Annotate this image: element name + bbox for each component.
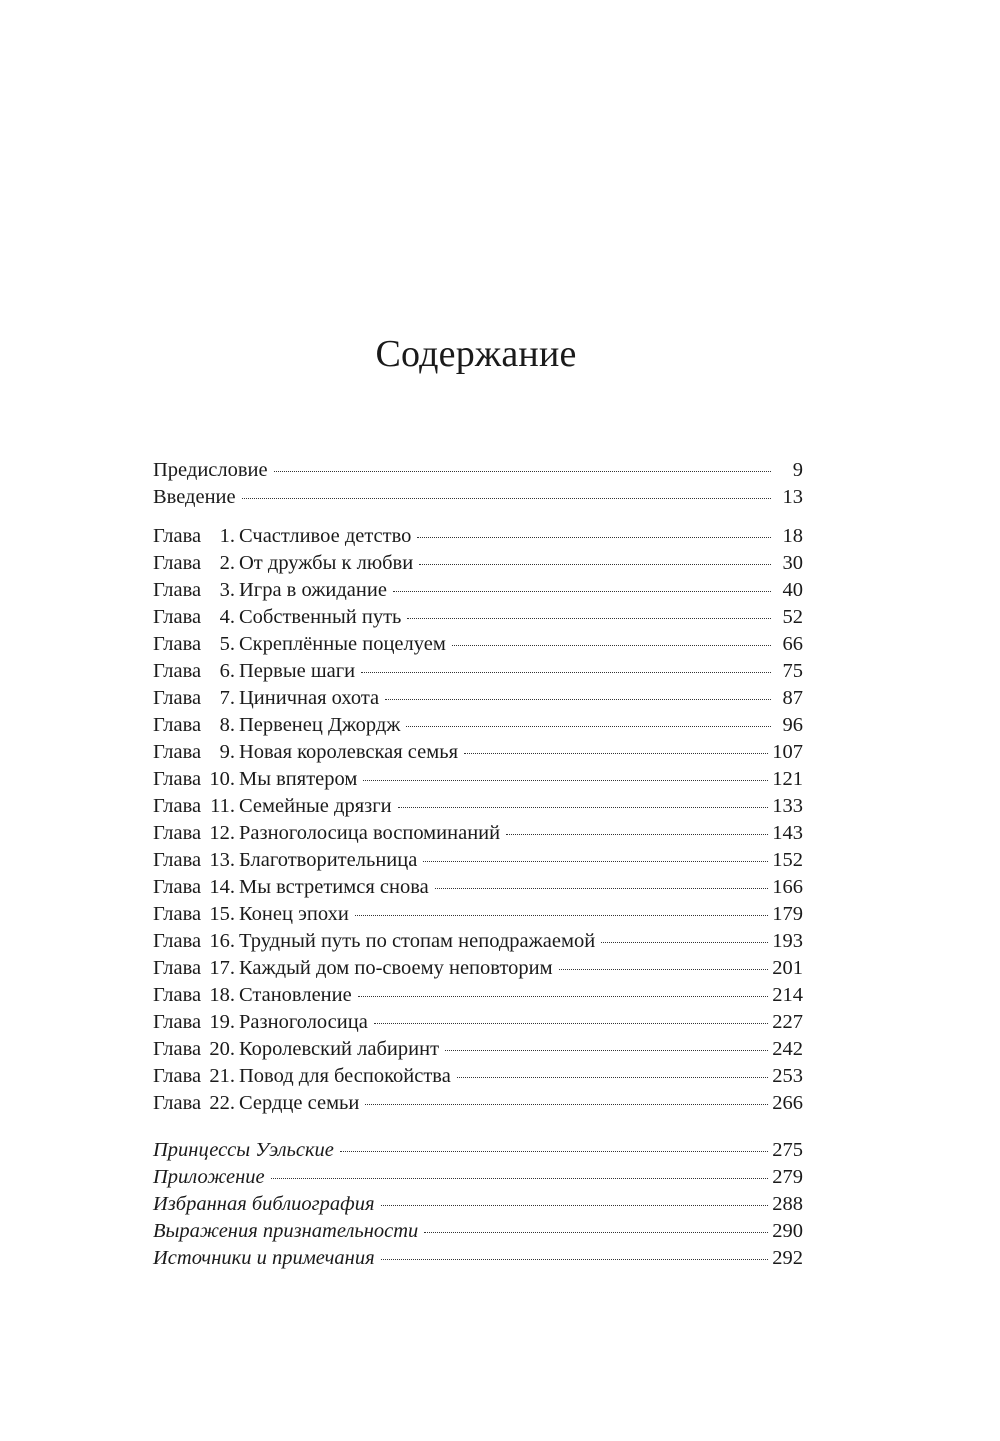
toc-entry	[153, 457, 803, 484]
chapter-number: 4.	[219, 606, 235, 628]
chapter-number: 20.	[209, 1038, 235, 1060]
chapter-prefix: Глава	[153, 984, 202, 1006]
entry-title: Выражения признательности	[153, 1220, 419, 1242]
dot-leader	[393, 591, 771, 592]
page-number: 52	[782, 606, 803, 628]
chapter-number: 21.	[209, 1065, 235, 1087]
toc-entry	[153, 901, 803, 928]
chapter-number: 1.	[219, 525, 235, 547]
page-number: 179	[772, 903, 803, 925]
chapter-title: Королевский лабиринт	[239, 1038, 440, 1060]
page-number: 107	[772, 741, 803, 763]
chapter-title: Счастливое детство	[239, 525, 412, 547]
toc-entry	[153, 766, 803, 793]
dot-leader	[435, 888, 769, 889]
chapter-title: Семейные дрязги	[239, 795, 392, 817]
page-number: 75	[782, 660, 803, 682]
chapter-number: 17.	[209, 957, 235, 979]
entry-title: Приложение	[153, 1166, 265, 1188]
chapter-title: Сердце семьи	[239, 1092, 360, 1114]
dot-leader	[381, 1259, 769, 1260]
dot-leader	[424, 1232, 768, 1233]
page-number: 201	[772, 957, 803, 979]
toc-entry	[153, 1245, 803, 1272]
toc-entry	[153, 955, 803, 982]
toc-entry	[153, 793, 803, 820]
dot-leader	[423, 861, 768, 862]
chapter-prefix: Глава	[153, 525, 202, 547]
chapter-number: 8.	[219, 714, 235, 736]
chapter-number: 5.	[219, 633, 235, 655]
dot-leader	[445, 1050, 768, 1051]
entry-title: Источники и примечания	[153, 1247, 375, 1269]
toc-entry	[153, 1218, 803, 1245]
chapter-prefix: Глава	[153, 579, 202, 601]
chapter-title: Разноголосица	[239, 1011, 368, 1033]
chapter-number: 16.	[209, 930, 235, 952]
toc-entry	[153, 1191, 803, 1218]
dot-leader	[559, 969, 769, 970]
dot-leader	[355, 915, 768, 916]
toc-entry	[153, 1036, 803, 1063]
entry-title: Предисловие	[153, 459, 268, 481]
page-number: 166	[772, 876, 803, 898]
chapter-prefix: Глава	[153, 768, 202, 790]
page-number: 40	[782, 579, 803, 601]
chapter-title: Новая королевская семья	[239, 741, 459, 763]
page-number: 292	[772, 1247, 803, 1269]
chapter-prefix: Глава	[153, 822, 202, 844]
chapter-number: 6.	[219, 660, 235, 682]
chapter-number: 19.	[209, 1011, 235, 1033]
dot-leader	[385, 699, 771, 700]
page-title: Содержание	[375, 333, 577, 375]
page-number: 30	[782, 552, 803, 574]
chapter-number: 18.	[209, 984, 235, 1006]
chapter-title: Первые шаги	[239, 660, 356, 682]
dot-leader	[601, 942, 768, 943]
toc-entry	[153, 874, 803, 901]
dot-leader	[406, 726, 771, 727]
page-number: 279	[772, 1166, 803, 1188]
page-number: 66	[782, 633, 803, 655]
entry-title: Принцессы Уэльские	[153, 1139, 334, 1161]
toc-entry	[153, 484, 803, 511]
toc-entry	[153, 577, 803, 604]
chapter-number: 13.	[209, 849, 235, 871]
chapter-prefix: Глава	[153, 741, 202, 763]
chapter-title: Игра в ожидание	[239, 579, 387, 601]
chapter-number: 10.	[209, 768, 235, 790]
chapter-prefix: Глава	[153, 552, 202, 574]
chapter-title: Мы встретимся снова	[239, 876, 429, 898]
toc-entry	[153, 604, 803, 631]
dot-leader	[452, 645, 771, 646]
toc-entry	[153, 1009, 803, 1036]
chapter-prefix: Глава	[153, 1092, 202, 1114]
page-number: 227	[772, 1011, 803, 1033]
chapter-number: 9.	[219, 741, 235, 763]
chapter-title: Скреплённые поцелуем	[239, 633, 446, 655]
dot-leader	[361, 672, 771, 673]
toc-entry	[153, 1137, 803, 1164]
chapter-prefix: Глава	[153, 903, 202, 925]
page-number: 13	[782, 486, 803, 508]
chapter-prefix: Глава	[153, 633, 202, 655]
dot-leader	[374, 1023, 768, 1024]
dot-leader	[407, 618, 771, 619]
chapter-title: От дружбы к любви	[239, 552, 414, 574]
dot-leader	[274, 471, 771, 472]
chapter-prefix: Глава	[153, 957, 202, 979]
page-number: 87	[782, 687, 803, 709]
page-number: 275	[772, 1139, 803, 1161]
dot-leader	[464, 753, 768, 754]
dot-leader	[363, 780, 768, 781]
page-number: 133	[772, 795, 803, 817]
toc-entry	[153, 685, 803, 712]
toc-entry	[153, 631, 803, 658]
chapter-number: 11.	[210, 795, 235, 817]
chapter-title: Становление	[239, 984, 352, 1006]
chapter-prefix: Глава	[153, 1011, 202, 1033]
page-number: 9	[792, 459, 803, 481]
chapter-number: 22.	[209, 1092, 235, 1114]
chapter-prefix: Глава	[153, 687, 202, 709]
dot-leader	[506, 834, 768, 835]
dot-leader	[340, 1151, 768, 1152]
dot-leader	[419, 564, 771, 565]
page-number: 193	[772, 930, 803, 952]
chapter-title: Первенец Джордж	[239, 714, 401, 736]
dot-leader	[381, 1205, 769, 1206]
toc-entry	[153, 928, 803, 955]
chapter-number: 3.	[219, 579, 235, 601]
page-number: 96	[782, 714, 803, 736]
chapter-title: Мы впятером	[239, 768, 358, 790]
page-number: 121	[772, 768, 803, 790]
chapter-title: Разноголосица воспоминаний	[239, 822, 501, 844]
page-number: 253	[772, 1065, 803, 1087]
chapter-title: Собственный путь	[239, 606, 402, 628]
entry-title: Введение	[153, 486, 236, 508]
toc-entry	[153, 523, 803, 550]
chapter-number: 2.	[219, 552, 235, 574]
dot-leader	[457, 1077, 768, 1078]
page-number: 18	[782, 525, 803, 547]
page-number: 290	[772, 1220, 803, 1242]
dot-leader	[242, 498, 771, 499]
toc-entry	[153, 1090, 803, 1117]
chapter-title: Повод для беспокойства	[239, 1065, 451, 1087]
dot-leader	[271, 1178, 769, 1179]
chapter-number: 14.	[209, 876, 235, 898]
dot-leader	[398, 807, 769, 808]
dot-leader	[358, 996, 769, 997]
page-number: 288	[772, 1193, 803, 1215]
chapter-prefix: Глава	[153, 876, 202, 898]
chapter-prefix: Глава	[153, 1065, 202, 1087]
toc-back-matter	[153, 1137, 803, 1272]
chapter-title: Конец эпохи	[239, 903, 349, 925]
toc-entry	[153, 847, 803, 874]
page-number: 266	[772, 1092, 803, 1114]
toc-entry	[153, 712, 803, 739]
chapter-prefix: Глава	[153, 849, 202, 871]
chapter-prefix: Глава	[153, 606, 202, 628]
chapter-title: Циничная охота	[239, 687, 380, 709]
chapter-prefix: Глава	[153, 1038, 202, 1060]
toc-entry	[153, 820, 803, 847]
chapter-title: Трудный путь по стопам неподражаемой	[239, 930, 596, 952]
page-number: 242	[772, 1038, 803, 1060]
chapter-prefix: Глава	[153, 795, 202, 817]
chapter-number: 7.	[219, 687, 235, 709]
toc-front-matter	[153, 457, 803, 511]
chapter-number: 12.	[209, 822, 235, 844]
chapter-prefix: Глава	[153, 714, 202, 736]
chapter-prefix: Глава	[153, 660, 202, 682]
chapter-title: Каждый дом по-своему неповторим	[239, 957, 553, 979]
dot-leader	[365, 1104, 768, 1105]
chapter-title: Благотворительница	[239, 849, 418, 871]
entry-title: Избранная библиография	[153, 1193, 375, 1215]
toc-entry	[153, 1063, 803, 1090]
page-number: 214	[772, 984, 803, 1006]
dot-leader	[417, 537, 771, 538]
chapter-number: 15.	[209, 903, 235, 925]
toc-entry	[153, 658, 803, 685]
page-number: 152	[772, 849, 803, 871]
chapter-prefix: Глава	[153, 930, 202, 952]
toc-entry	[153, 739, 803, 766]
toc-chapters	[153, 523, 803, 1117]
toc-entry	[153, 1164, 803, 1191]
page-number: 143	[772, 822, 803, 844]
toc-entry	[153, 982, 803, 1009]
toc-entry	[153, 550, 803, 577]
